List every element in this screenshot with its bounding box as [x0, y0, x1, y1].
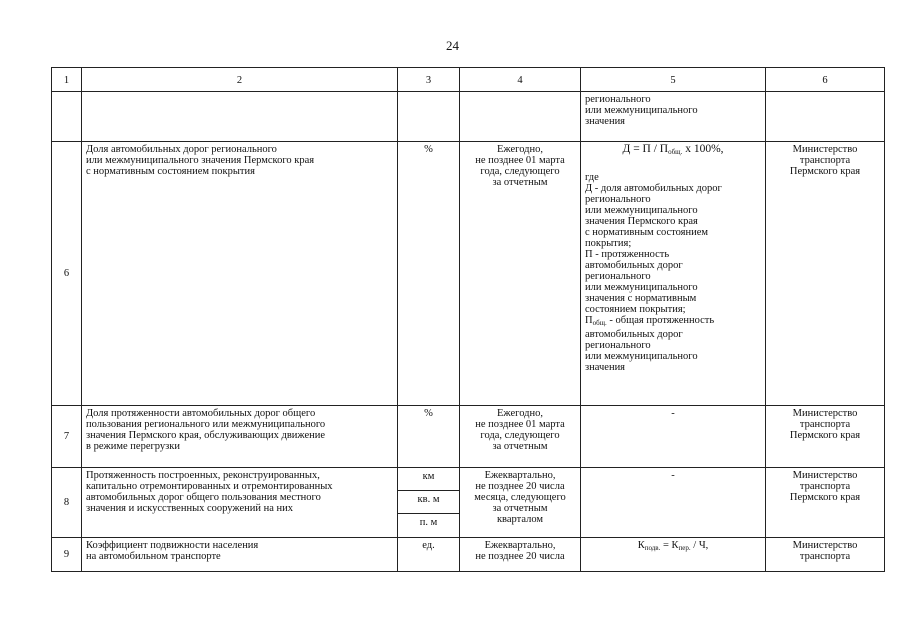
cell-name — [82, 538, 398, 572]
responsible-line: Министерство — [792, 470, 858, 481]
cell-num: 9 — [52, 538, 82, 572]
formula-line: П - протяженность — [585, 249, 670, 260]
cell-num — [52, 92, 82, 142]
name-line: Доля автомобильных дорог регионального — [86, 144, 277, 155]
unit-sq-m: кв. м — [398, 491, 459, 514]
cell-unit: ед. — [398, 538, 460, 572]
period-line: за отчетным — [492, 441, 548, 452]
header-col-1: 1 — [52, 68, 82, 92]
period-line: Ежеквартально, — [484, 470, 556, 481]
header-col-3: 3 — [398, 68, 460, 92]
table-row-7 — [52, 406, 885, 468]
period-line: за отчетным — [492, 503, 548, 514]
header-col-6: 6 — [766, 68, 885, 92]
cell-name — [82, 92, 398, 142]
period-line: Ежегодно, — [496, 144, 544, 155]
name-line: Коэффициент подвижности населения — [86, 540, 259, 551]
cell-unit: % — [398, 406, 460, 468]
units-subtable — [398, 468, 459, 536]
unit-km: км — [398, 468, 459, 491]
header-col-5: 5 — [581, 68, 766, 92]
formula-line: или межмуниципального — [585, 351, 698, 362]
period-line: года, следующего — [480, 430, 560, 441]
responsible-line: Министерство — [792, 540, 858, 551]
formula-line: автомобильных дорог — [585, 260, 683, 271]
cell-name — [82, 142, 398, 406]
cell-unit — [398, 92, 460, 142]
formula-line: автомобильных дорог — [585, 329, 683, 340]
cell-unit — [398, 468, 460, 538]
name-line: Доля протяженности автомобильных дорог общего — [86, 408, 316, 419]
formula-line: значения с нормативным — [585, 293, 697, 304]
period-line: не позднее 20 числа — [475, 551, 565, 562]
name-line: пользования регионального или межмуниципального — [86, 419, 326, 430]
formula-line: состоянием покрытия; — [585, 304, 686, 315]
responsible-line: Пермского края — [789, 430, 861, 441]
indicators-table — [51, 67, 885, 572]
table-row-8 — [52, 468, 885, 538]
formula-line: или межмуниципального — [585, 205, 698, 216]
cell-formula: - — [581, 406, 766, 468]
formula-line: где — [585, 172, 599, 183]
header-col-2: 2 — [82, 68, 398, 92]
period-line: кварталом — [496, 514, 544, 525]
formula-line: значения — [585, 362, 626, 373]
formula-p-line: $П_{общ.}$ - общая протяженность — [585, 315, 715, 327]
formula-line: регионального — [585, 194, 651, 205]
name-line: значения и искусственных сооружений на них — [86, 503, 294, 514]
cell-formula — [581, 538, 766, 572]
name-line: капитально отремонтированных и отремонтированных — [86, 481, 333, 492]
cell-name — [82, 468, 398, 538]
period-line: не позднее 01 марта — [475, 155, 565, 166]
unit-lin-m: п. м — [419, 517, 438, 528]
table-row-continued — [52, 92, 885, 142]
formula-line: Д - доля автомобильных дорог — [585, 183, 722, 194]
name-line: или межмуниципального значения Пермского края — [86, 155, 315, 166]
responsible-line: транспорта — [799, 155, 851, 166]
period-line: за отчетным — [492, 177, 548, 188]
responsible-line: Пермского края — [789, 492, 861, 503]
responsible-line: Министерство — [792, 144, 858, 155]
cell-responsible — [766, 538, 885, 572]
name-line: значения Пермского края, обслуживающих движение — [86, 430, 326, 441]
formula-line: покрытия; — [585, 238, 632, 249]
formula-main: $Д = П / П_{общ.}$ x 100%, — [622, 143, 724, 156]
formula-line: регионального — [585, 94, 651, 105]
cell-responsible — [766, 142, 885, 406]
cell-responsible — [766, 406, 885, 468]
responsible-line: транспорта — [799, 481, 851, 492]
cell-responsible — [766, 468, 885, 538]
table-header-row — [52, 68, 885, 92]
formula-line: или межмуниципального — [585, 282, 698, 293]
formula-line: с нормативным состоянием — [585, 227, 709, 238]
table-row-9 — [52, 538, 885, 572]
cell-period — [460, 142, 581, 406]
cell-unit: % — [398, 142, 460, 406]
cell-name — [82, 406, 398, 468]
period-line: Ежегодно, — [496, 408, 544, 419]
table-row-6 — [52, 142, 885, 406]
cell-formula: - — [581, 468, 766, 538]
formula-line: значения Пермского края — [585, 216, 698, 227]
header-col-4: 4 — [460, 68, 581, 92]
cell-period — [460, 538, 581, 572]
name-line: с нормативным состоянием покрытия — [86, 166, 255, 177]
name-line: в режиме перегрузки — [86, 441, 181, 452]
name-line: автомобильных дорог общего пользования местного — [86, 492, 321, 503]
cell-formula — [581, 142, 766, 406]
cell-period — [460, 468, 581, 538]
cell-period — [460, 406, 581, 468]
period-line: года, следующего — [480, 166, 560, 177]
responsible-line: транспорта — [799, 419, 851, 430]
responsible-line: Пермского края — [789, 166, 861, 177]
page-number: 24 — [446, 38, 459, 53]
period-line: не позднее 01 марта — [475, 419, 565, 430]
cell-num: 7 — [52, 406, 82, 468]
name-line: Протяженность построенных, реконструированных, — [86, 470, 320, 481]
cell-period — [460, 92, 581, 142]
period-line: Ежеквартально, — [484, 540, 556, 551]
cell-formula — [581, 92, 766, 142]
formula-line: регионального — [585, 340, 651, 351]
period-line: месяца, следующего — [474, 492, 566, 503]
name-line: на автомобильном транспорте — [86, 551, 221, 562]
cell-num: 6 — [52, 142, 82, 406]
formula-line: значения — [585, 116, 626, 127]
cell-responsible — [766, 92, 885, 142]
period-line: не позднее 20 числа — [475, 481, 565, 492]
formula-main: $К_{подв.} = К_{пер.} / Ч$, — [637, 540, 709, 552]
responsible-line: транспорта — [799, 551, 851, 562]
formula-line: регионального — [585, 271, 651, 282]
formula-line: или межмуниципального — [585, 105, 698, 116]
responsible-line: Министерство — [792, 408, 858, 419]
cell-num: 8 — [52, 468, 82, 538]
